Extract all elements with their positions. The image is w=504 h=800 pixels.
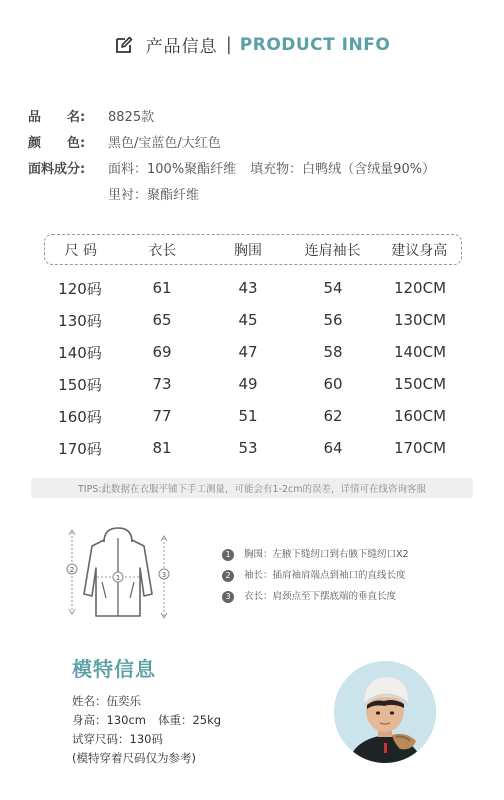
cell-sleeve: 58 — [323, 343, 343, 361]
cell-chest: 47 — [238, 343, 258, 361]
cell-length: 81 — [152, 439, 172, 457]
table-row — [44, 272, 462, 304]
legend-num: 1 — [222, 549, 234, 561]
model-body-row — [72, 711, 221, 730]
model-avatar-icon — [334, 661, 436, 763]
cell-size: 160码 — [58, 407, 102, 426]
filling-value: 填充物：白鸭绒（含绒量90%） — [250, 162, 436, 177]
table-row — [44, 304, 462, 336]
cell-size: 150码 — [58, 375, 102, 394]
header-height: 建议身高 — [391, 242, 448, 259]
header-size: 尺 码 — [64, 242, 98, 259]
header-length: 衣长 — [148, 242, 177, 259]
section-header — [0, 32, 504, 57]
name-value: 8825款 — [108, 110, 155, 125]
name-label: 品 名: — [28, 110, 86, 125]
marker-2: 2 — [69, 566, 75, 574]
model-info — [72, 692, 221, 768]
table-row — [44, 432, 462, 464]
color-value: 黑色/宝蓝色/大红色 — [108, 136, 221, 151]
cell-sleeve: 62 — [323, 407, 343, 425]
legend-num: 2 — [222, 570, 234, 582]
cell-height: 160CM — [393, 407, 447, 425]
cell-chest: 45 — [238, 311, 258, 329]
table-row — [44, 336, 462, 368]
legend-text: 衣长：肩颈点至下摆底端的垂直长度 — [244, 591, 397, 602]
model-name: 姓名：伍奕乐 — [72, 694, 141, 708]
legend-item — [222, 544, 409, 565]
legend-text: 袖长：插肩袖肩端点到袖口的直线长度 — [244, 570, 406, 581]
table-row — [44, 400, 462, 432]
product-material-row — [28, 157, 435, 183]
model-photo — [334, 661, 436, 763]
cell-length: 73 — [152, 375, 172, 393]
model-title: 模特信息 — [72, 657, 156, 681]
cell-height: 130CM — [393, 311, 447, 329]
product-lining-row — [28, 183, 435, 209]
cell-length: 77 — [152, 407, 172, 425]
model-note: (模特穿着尺码仅为参考) — [72, 751, 196, 765]
size-table-header — [44, 234, 462, 265]
table-row — [44, 368, 462, 400]
cell-size: 120码 — [58, 279, 102, 298]
cell-chest: 53 — [238, 439, 258, 457]
header-title-en: PRODUCT INFO — [239, 34, 391, 55]
cell-length: 69 — [152, 343, 172, 361]
tips-bar: TIPS:此数据在衣服平铺下手工测量，可能会有1-2cm的误差，详情可在线咨询客服 — [31, 478, 473, 498]
legend-text: 胸围：左腋下缝纫口到右腋下缝纫口X2 — [244, 549, 409, 560]
edit-icon — [114, 35, 134, 55]
fabric-value: 面料：100%聚酯纤维 — [108, 162, 237, 177]
model-size: 试穿尺码：130码 — [72, 732, 163, 746]
cell-size: 130码 — [58, 311, 102, 330]
cell-size: 140码 — [58, 343, 102, 362]
cell-sleeve: 64 — [323, 439, 343, 457]
product-color-row — [28, 131, 435, 157]
cell-length: 65 — [152, 311, 172, 329]
model-height: 身高：130cm — [72, 713, 146, 727]
cell-height: 120CM — [393, 279, 447, 297]
legend-num: 3 — [222, 591, 234, 603]
garment-diagram-icon — [64, 524, 176, 624]
cell-sleeve: 56 — [323, 311, 343, 329]
legend-item — [222, 565, 409, 586]
cell-sleeve: 60 — [323, 375, 343, 393]
size-table-body — [44, 272, 462, 464]
material-label: 面料成分: — [28, 162, 86, 177]
header-chest: 胸围 — [234, 242, 263, 259]
marker-1: 1 — [115, 574, 121, 582]
header-sleeve: 连肩袖长 — [304, 242, 361, 259]
legend-item — [222, 586, 409, 607]
cell-chest: 49 — [238, 375, 258, 393]
cell-height: 170CM — [393, 439, 447, 457]
header-separator: | — [225, 34, 232, 55]
cell-height: 140CM — [393, 343, 447, 361]
cell-chest: 43 — [238, 279, 258, 297]
cell-sleeve: 54 — [323, 279, 343, 297]
product-name-row — [28, 105, 435, 131]
lining-value: 里衬：聚酯纤维 — [108, 188, 200, 203]
product-info — [28, 105, 435, 209]
marker-3: 3 — [161, 571, 167, 579]
cell-height: 150CM — [393, 375, 447, 393]
color-label: 颜 色: — [28, 136, 86, 151]
cell-size: 170码 — [58, 439, 102, 458]
cell-length: 61 — [152, 279, 172, 297]
header-title-cn: 产品信息 — [145, 37, 218, 57]
measure-legend — [222, 544, 409, 607]
model-weight: 体重：25kg — [157, 713, 222, 727]
cell-chest: 51 — [238, 407, 258, 425]
